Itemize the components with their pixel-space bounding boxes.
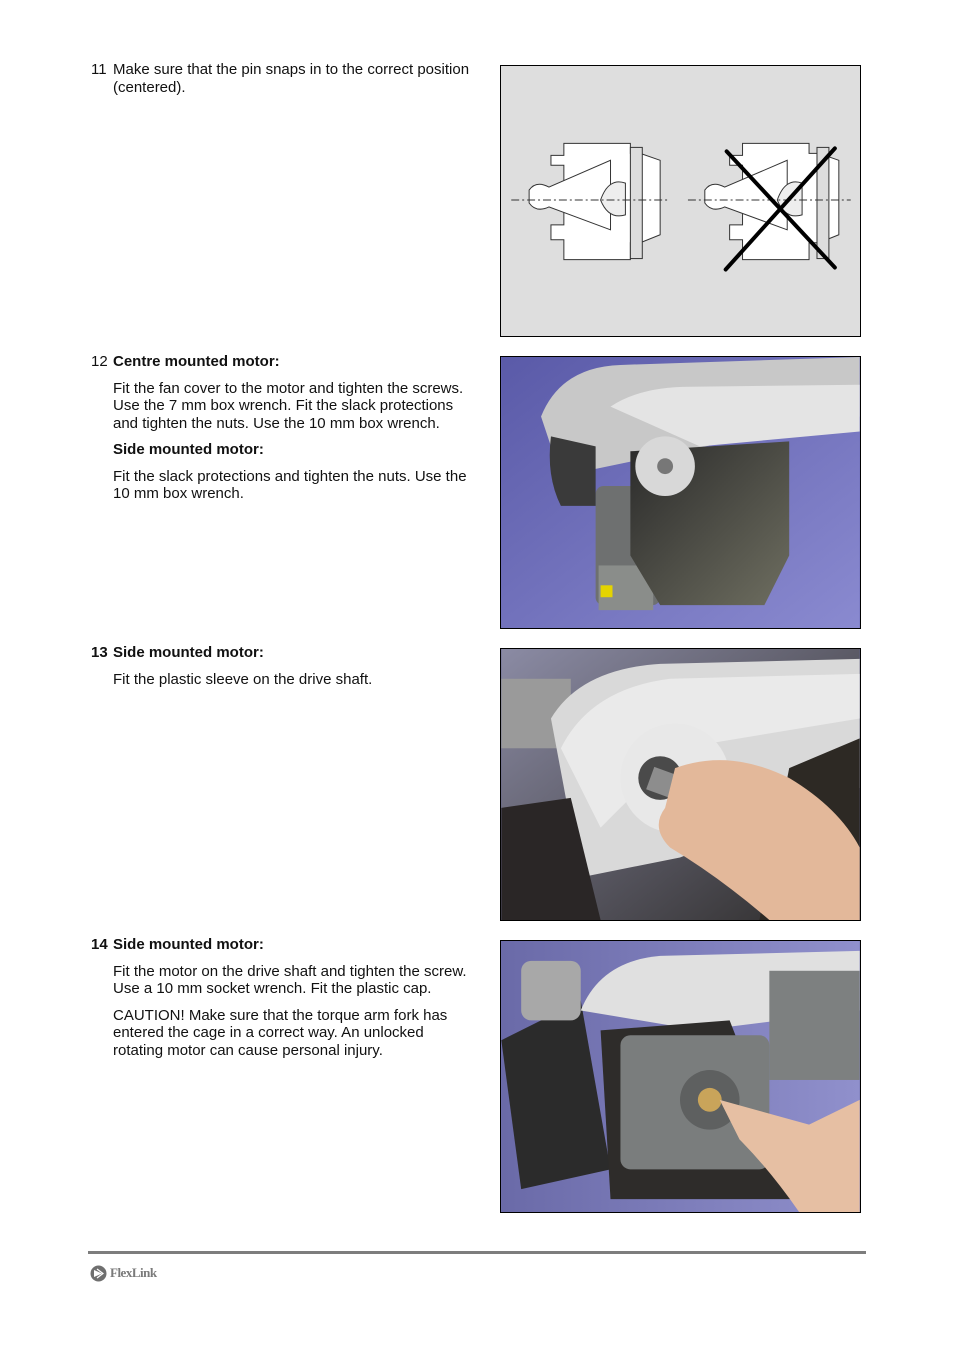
step-body: Fit the fan cover to the motor and tighten the screws. Use the 7 mm box wrench. Fit the slack protections and tighten the nuts. Use the 10 mm box wrench. xyxy=(113,379,464,432)
photo-svg xyxy=(501,649,860,920)
flexlink-logo-icon xyxy=(90,1265,107,1282)
step-heading: Make sure that the pin snaps in to the correct position (centered). xyxy=(113,61,470,96)
step-13 xyxy=(91,644,471,688)
step-body: Fit the plastic sleeve on the drive shaft. xyxy=(113,670,373,688)
step-number: 13 xyxy=(91,644,108,661)
step-caution: CAUTION! Make sure that the torque arm fork has entered the cage in a correct way. An unlocked rotating motor can cause personal injury. xyxy=(113,1006,448,1059)
step-subheading: Side mounted motor: xyxy=(113,441,264,458)
pin-diagram-svg xyxy=(501,66,860,336)
step-number: 12 xyxy=(91,353,108,370)
motor-fitting-photo xyxy=(500,940,861,1213)
step-11 xyxy=(91,61,493,96)
step-number: 11 xyxy=(91,61,107,78)
step-12 xyxy=(91,353,471,503)
pin-position-diagram xyxy=(500,65,861,337)
step-heading: Side mounted motor: xyxy=(113,936,264,953)
step-heading: Centre mounted motor: xyxy=(113,353,280,370)
footer-rule xyxy=(88,1251,866,1254)
plastic-sleeve-photo xyxy=(500,648,861,921)
step-body: Fit the motor on the drive shaft and tighten the screw. Use a 10 mm socket wrench. Fit the plastic cap. xyxy=(113,962,467,997)
step-heading: Side mounted motor: xyxy=(113,644,264,661)
flexlink-logo xyxy=(90,1264,157,1282)
photo-svg xyxy=(501,941,860,1212)
centre-mounted-motor-photo xyxy=(500,356,861,629)
logo-text: FlexLink xyxy=(110,1265,157,1280)
step-number: 14 xyxy=(91,936,108,953)
step-body: Fit the slack protections and tighten the nuts. Use the 10 mm box wrench. xyxy=(113,467,467,502)
photo-svg xyxy=(501,357,860,628)
step-14 xyxy=(91,936,471,1059)
